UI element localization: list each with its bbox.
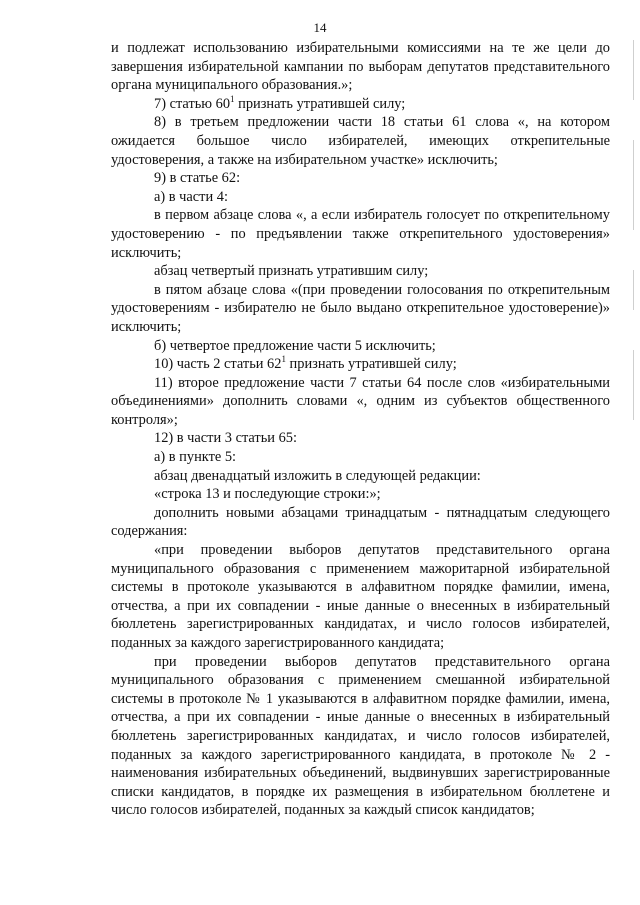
paragraph-subitem-b: б) четвертое предложение части 5 исключить; xyxy=(154,337,436,354)
paragraph-item-12: 12) в части 3 статьи 65: xyxy=(154,430,297,447)
paragraph-text: в первом абзаце слова «, а если избиратель голосует по открепительному удостоверению - по предъявлении также открепительного удостоверения» исключить; xyxy=(111,207,610,261)
paragraph-continuation: и подлежат использованию избирательными комиссиями на те же цели до завершения избирательной кампании по выборам депутатов представительного органа муниципального образования.»; xyxy=(111,40,610,94)
paragraph-text: дополнить новыми абзацами тринадцатым - пятнадцатым следующего содержания: xyxy=(111,504,610,540)
paragraph-item-10 xyxy=(111,355,610,374)
paragraph-item-7-tail: признать утратившей силу; xyxy=(234,95,406,112)
page-number: 14 xyxy=(313,20,327,35)
paragraph-text: при проведении выборов депутатов представительного органа муниципального образования с применением смешанной избирательной системы в протоколе № 1 указываются в алфавитном порядке фамилии, имена, отчества, а при их совпадении - иные данные о внесенных в избирательный бюллетень зарегистрированных кандидатах, и число голосов избирателей, поданных за каждого зарегистрированного кандидата, в протоколе № 2 - наименования избирательных объединений, выдвинувших зарегистрированные списки кандидатов, в порядке их размещения в избирательном бюллетене и число голосов избирателей, поданных за каждый список кандидатов; xyxy=(111,653,610,819)
paragraph-text: абзац двенадцатый изложить в следующей редакции: xyxy=(154,467,481,484)
scan-mark xyxy=(633,350,634,420)
paragraph-subitem-a: а) в пункте 5: xyxy=(154,449,237,466)
superscript: 1 xyxy=(281,354,286,365)
paragraph-quote: «при проведении выборов депутатов представительного органа муниципального образования с применением мажоритарной избирательной системы в протоколе указываются в алфавитном порядке фамилии, имена, отчества, а при их совпадении - иные данные о внесенных в избирательный бюллетень зарегистрированных кандидатах, и число голосов избирателей, поданных за каждого зарегистрированного кандидата; xyxy=(111,542,610,651)
superscript: 1 xyxy=(230,93,235,104)
scan-margin-marks xyxy=(629,40,637,860)
scan-mark xyxy=(633,270,634,310)
scan-mark xyxy=(633,40,634,100)
scan-mark xyxy=(633,140,634,230)
paragraph-item-10-tail: признать утратившей силу; xyxy=(285,356,457,373)
paragraph-quote: «строка 13 и последующие строки:»; xyxy=(154,486,381,503)
paragraph-item-11: 11) второе предложение части 7 статьи 64 после слов «избирательными объединениями» дополнить словами «, одним из субъектов общественного контроля»; xyxy=(111,374,610,428)
paragraph-text: в пятом абзаце слова «(при проведении голосования по открепительным удостоверениям - избирателю не было выдано открепительное удостоверение)» исключить; xyxy=(111,281,610,335)
paragraph-item-7-text: 7) статью 60 xyxy=(154,95,231,112)
paragraph-item-10-text: 10) часть 2 статьи 62 xyxy=(154,356,282,373)
paragraph-item-8: 8) в третьем предложении части 18 статьи 61 слова «, на котором ожидается большое число избирателей, имеющих открепительные удостоверения, а также на избирательном участке» исключить; xyxy=(111,114,610,168)
paragraph-subitem-a: а) в части 4: xyxy=(154,188,228,205)
document-body xyxy=(111,39,610,820)
paragraph-text: абзац четвертый признать утратившим силу; xyxy=(154,263,429,280)
paragraph-item-9: 9) в статье 62: xyxy=(154,170,241,187)
paragraph-item-7 xyxy=(111,95,610,114)
